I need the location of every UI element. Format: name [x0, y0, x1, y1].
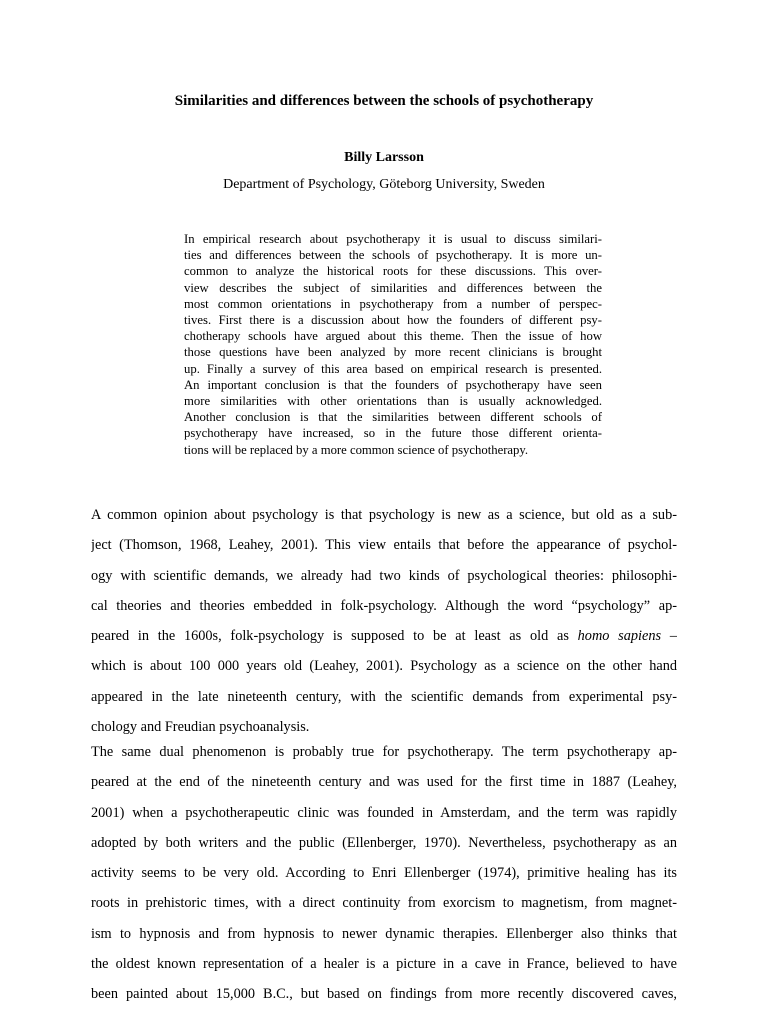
paragraph-line: roots in prehistoric times, with a direct continuity from exorcism to magnetism, from magnet-	[91, 895, 677, 912]
abstract-line: An important conclusion is that the founders of psychotherapy have seen	[184, 377, 602, 392]
author-affiliation: Department of Psychology, Göteborg University, Sweden	[223, 177, 545, 192]
body-paragraph-1	[91, 500, 677, 742]
author-name: Billy Larsson	[344, 150, 424, 165]
italic-term: homo sapiens	[577, 628, 662, 645]
abstract-line: up. Finally a survey of this area based on empirical research is presented.	[184, 361, 602, 376]
abstract-line: tives. First there is a discussion about how the founders of different psy-	[184, 313, 602, 328]
abstract-line: common to analyze the historical roots for these discussions. This over-	[184, 264, 602, 279]
paragraph-line: activity seems to be very old. According to Enri Ellenberger (1974), primitive healing has its	[91, 865, 677, 882]
abstract-line: most common orientations in psychotherapy from a number of perspec-	[184, 296, 602, 311]
body-paragraph-2	[91, 737, 677, 1010]
abstract-line: more similarities with other orientations than is usually acknowledged.	[184, 394, 602, 409]
abstract-line: tions will be replaced by a more common science of psychotherapy.	[184, 442, 529, 457]
paragraph-line: cal theories and theories embedded in folk-psychology. Although the word “psychology” ap-	[91, 597, 677, 614]
paragraph-line: which is about 100 000 years old (Leahey, 2001). Psychology as a science on the other hand	[91, 658, 677, 675]
paragraph-line-with-italic	[91, 621, 677, 651]
paragraph-line: the oldest known representation of a healer is a picture in a cave in France, believed to have	[91, 956, 677, 973]
abstract-line: those questions have been analyzed by more recent clinicians is brought	[184, 345, 602, 360]
paragraph-line: adopted by both writers and the public (Ellenberger, 1970). Nevertheless, psychotherapy as an	[91, 834, 677, 851]
paragraph-line: ject (Thomson, 1968, Leahey, 2001). This view entails that before the appearance of psychol-	[91, 537, 677, 554]
abstract-line: psychotherapy have increased, so in the future those different orienta-	[184, 426, 602, 441]
line-text: –	[661, 628, 677, 645]
paper-title: Similarities and differences between the schools of psychotherapy	[174, 93, 594, 109]
line-text: peared in the 1600s, folk-psychology is supposed to be at least as old as	[91, 628, 578, 645]
paragraph-line: been painted about 15,000 B.C., but based on findings from more recently discovered caves,	[91, 986, 677, 1003]
paragraph-line: appeared in the late nineteenth century, with the scientific demands from experimental psy-	[91, 688, 677, 705]
abstract-line: Another conclusion is that the similarities between different schools of	[184, 410, 602, 425]
paragraph-line: ism to hypnosis and from hypnosis to newer dynamic therapies. Ellenberger also thinks that	[91, 925, 677, 942]
paragraph-line: A common opinion about psychology is that psychology is new as a science, but old as a sub-	[91, 507, 677, 523]
paragraph-line: peared at the end of the nineteenth century and was used for the first time in 1887 (Leahey,	[91, 774, 677, 791]
abstract-line: chotherapy schools have argued about this theme. Then the issue of how	[184, 329, 602, 344]
abstract	[184, 231, 602, 458]
paragraph-line: 2001) when a psychotherapeutic clinic was founded in Amsterdam, and the term was rapidly	[91, 804, 677, 821]
abstract-line: ties and differences between the schools of psychotherapy. It is more un-	[184, 248, 602, 263]
paragraph-line: ogy with scientific demands, we already had two kinds of psychological theories: philosophi-	[91, 567, 677, 584]
paragraph-line: The same dual phenomenon is probably true for psychotherapy. The term psychotherapy ap-	[91, 744, 677, 760]
abstract-line: In empirical research about psychotherapy it is usual to discuss similari-	[184, 232, 602, 246]
abstract-line: view describes the subject of similarities and differences between the	[184, 280, 602, 295]
paragraph-line: chology and Freudian psychoanalysis.	[91, 719, 310, 736]
